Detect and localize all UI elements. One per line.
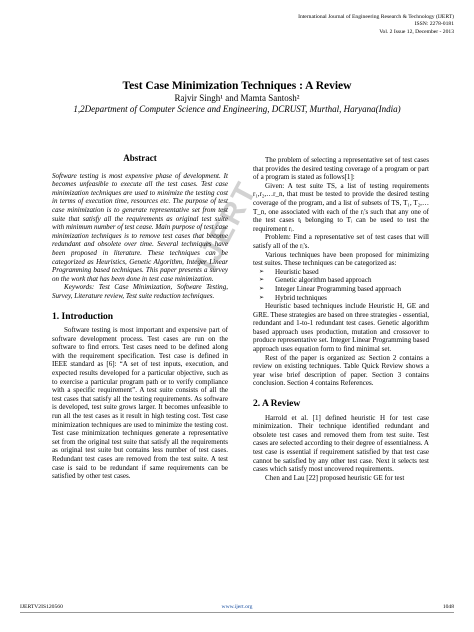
page-number: 1048 xyxy=(442,604,454,610)
review-paragraph: Harrold et al. [1] defined heuristic H for test case minimization. Their technique identified redundant and obsolete test cases and removed them from test suite. Test cases are selected according to their degree of essentialness. A test case is essential if requirement satisfied by that test case cannot be satisfied by any other test case. Next it selects test cases which satisfy most uncovered requirements. xyxy=(253,413,429,474)
list-item: ➢ Integer Linear Programming based approach xyxy=(253,285,429,294)
issn: ISSN: 2278-0181 xyxy=(414,21,454,28)
techniques-intro: Various techniques have been proposed for minimizing test suites. These techniques can be categorized as: xyxy=(253,250,429,268)
problem-paragraph: Problem: Find a representative set of test cases that will satisfy all of the rᵢ's. xyxy=(253,233,429,250)
paper-affiliation: 1,2Department of Computer Science and Engineering, DCRUST, Murthal, Haryana(India) xyxy=(73,104,401,114)
review-heading: 2. A Review xyxy=(253,399,301,410)
journal-header xyxy=(298,14,454,36)
right-column xyxy=(253,156,429,482)
intro-heading: 1. Introduction xyxy=(52,311,114,322)
watermark: IJERT xyxy=(190,176,264,276)
abstract-body: Software testing is most expensive phase of development. It becomes unfeasible to execute all the test cases. Test case minimization techniques are used to minimize the testing cost in terms of execution time, resources etc. The purpose of test case minimization is to generate representative set from test suite that satisfy all the requirements as original test suite with minimum number of test cease. Main purpose of test case minimization techniques is to remove test cases that become redundant and obsolete over time. Several techniques have been proposed in literature. These techniques can be categorized as Heuristics, Genetic Algorithm, Integer Linear Programming based techniques. This paper presents a survey on the work that has been done in test case minimization. xyxy=(52,171,228,283)
organization-paragraph: Rest of the paper is organized as: Section 2 contains a review on existing techniques. Table Quick Review shows a year wise brief description of paper. Section 3 contains conclusion. Section 4 contains References. xyxy=(253,353,429,388)
paper-authors: Rajvir Singh¹ and Mamta Santosh² xyxy=(174,93,300,103)
problem-statement: The problem of selecting a representative set of test cases that provides the desired testing coverage of a program or part of a program is stated as follows[1]: xyxy=(253,156,429,182)
paper-title: Test Case Minimization Techniques : A Review xyxy=(122,80,352,92)
heuristic-paragraph: Heuristic based techniques include Heuristic H, GE and GRE. These strategies are based on three strategies - essential, redundant and 1-to-1 redundant test cases. Genetic algorithm based approach uses production, mutation and crossover to produce representative set. Integer Linear Programming based approach uses equation form to find minimal set. xyxy=(253,302,429,354)
left-column xyxy=(52,154,228,481)
journal-name: International Journal of Engineering Research & Technology (IJERT) xyxy=(298,14,454,20)
given-paragraph: Given: A test suite TS, a list of testing requirements r₁,r₂,…r_n, that must be tested to provide the desired testing coverage of the program, and a list of subsets of TS, T₁, T₂,…T_n, one associated with each of the rᵢ's such that any one of the test cases tⱼ belonging to Tᵢ can be used to test the requirement rᵢ. xyxy=(253,181,429,233)
abstract-heading: Abstract xyxy=(123,153,157,163)
review-paragraph-2: Chen and Lau [22] proposed heuristic GE for test xyxy=(265,473,405,482)
volume-issue: Vol. 2 Issue 12, December - 2013 xyxy=(379,28,454,35)
keywords: Keywords: Test Case Minimization, Software Testing, Survey, Literature review, Test suite reduction techniques. xyxy=(52,283,228,300)
technique-list xyxy=(253,268,429,302)
journal-link[interactable]: www.ijert.org xyxy=(221,604,253,610)
list-item: ➢ Genetic algorithm based approach xyxy=(253,276,429,285)
list-item: ➢ Hybrid techniques xyxy=(253,294,429,303)
intro-paragraph: Software testing is most important and expensive part of software development process. Test cases are run on the software to find errors. Test cases need to be defined along with the requirement specification. Test case is defined in IEEE standard as [6]: “A set of test inputs, execution, and expected results developed for a particular objective, such as to exercise a particular program path or to verify compliance with a specific requirement”. A test suite consists of all the test cases that satisfy all the testing requirements. As software is developed, test suite grows larger. It becomes unfeasible to run all the test cases as it result in high testing cost. Test case minimization techniques are used to minimize the testing cost. Test case minimization techniques generate a representative set from the original test suite that satisfy all the requirements as original test suite but contains less number of test cases. Redundant test cases are removed from the test suite. A test case is said to be redundant if same requirements can be satisfied by other test cases. xyxy=(52,326,228,481)
footer-divider xyxy=(20,612,454,613)
paper-id: IJERTV2IS120560 xyxy=(20,604,63,610)
list-item: ➢ Heuristic based xyxy=(253,268,429,277)
